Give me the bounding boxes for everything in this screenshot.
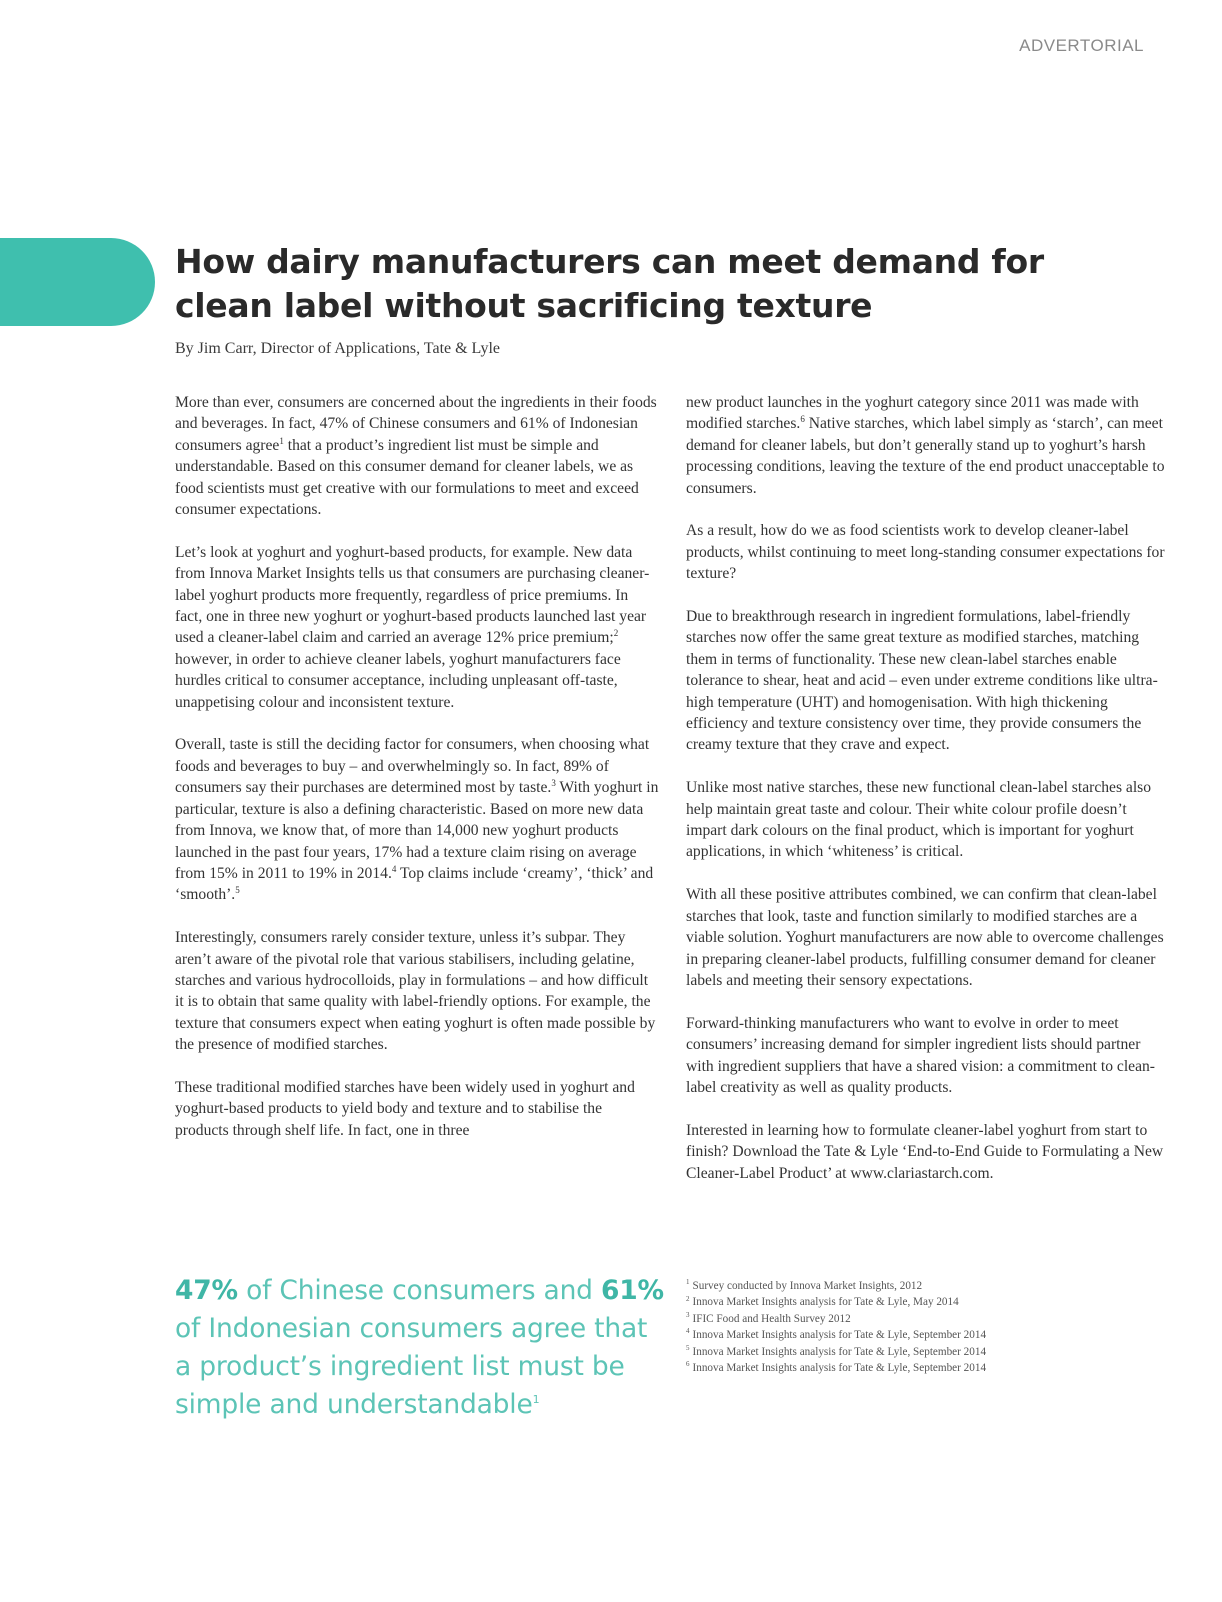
paragraph-8: Unlike most native starches, these new functional clean-label starches also help maintain great taste and colour. Their white colour profile doesn’t impart dark colours on the final product, which is important for yoghurt applications, in which ‘whiteness’ is critical. (686, 779, 1152, 861)
paragraph-3-mid: With yoghurt in particular, texture is also a defining characteristic. Based on more new data from Innova, we know that, of more than 14,000 new yoghurt products launched in the past four years, 17% had a texture claim rising on average from 15% in 2011 to 19% in 2014. (175, 779, 659, 882)
footnote-text: IFIC Food and Health Survey 2012 (692, 1312, 851, 1325)
footnote-item (686, 1327, 1166, 1343)
footnote-ref: 6 (800, 414, 805, 425)
paragraph-10: Forward-thinking manufacturers who want to evolve in order to meet consumers’ increasing demand for simpler ingredient lists should partner with ingredient suppliers that have a shared vision: a commitment to clean-label creativity as well as quality products. (686, 1014, 1155, 1096)
accent-tab (0, 238, 155, 326)
footnote-text: Innova Market Insights analysis for Tate & Lyle, September 2014 (692, 1362, 987, 1375)
section-label: ADVERTORIAL (1019, 36, 1144, 55)
paragraph-9: With all these positive attributes combined, we can confirm that clean-label starches that look, taste and function similarly to modified starches are a viable solution. Yoghurt manufacturers are now able to overcome challenges in preparing cleaner-label products, fulfilling consumer demand for cleaner labels and meeting their sensory expectations. (686, 886, 1164, 989)
paragraph-2 (175, 542, 659, 713)
paragraph-3-text: Overall, taste is still the deciding factor for consumers, when choosing what foods and beverages to buy – and overwhelmingly so. In fact, 89% of consumers say their purchases are determined most by taste. (175, 736, 650, 797)
footnote-item (686, 1311, 1166, 1327)
paragraph-2-text: Let’s look at yoghurt and yoghurt-based products, for example. New data from Innova Market Insights tells us that consumers are purchasing cleaner-label yoghurt products more frequently, regardless of price premiums. In fact, one in three new yoghurt or yoghurt-based products launched last year used a cleaner-label claim and carried an average 12% price premium; (175, 543, 650, 647)
headline-line-2: clean label without sacrificing texture (175, 286, 873, 325)
footnote-ref: 2 (613, 628, 619, 639)
footnote-number: 2 (686, 1294, 690, 1303)
paragraph-1-tail: that a product’s ingredient list must be simple and understandable. Based on this consumer demand for cleaner labels, we as food scientists must get creative with our formulations to meet and exceed consumer expectations. (175, 436, 639, 519)
footnote-item (686, 1278, 1166, 1294)
footnote-number: 6 (686, 1360, 690, 1369)
footnote-ref: 4 (391, 863, 397, 874)
pull-quote-text-2: of Indonesian consumers agree that a product’s ingredient list must be simple and understandable (175, 1313, 648, 1420)
footnote-number: 1 (686, 1278, 690, 1287)
paragraph-4: Interestingly, consumers rarely consider texture, unless it’s subpar. They aren’t aware of the pivotal role that various stabilisers, including gelatine, starches and various hydrocolloids, play in formulations – and how difficult it is to obtain that same quality with label-friendly options. For example, the texture that consumers expect when eating yoghurt is often made possible by the presence of modified starches. (175, 929, 656, 1054)
pull-quote-text-1: of Chinese consumers and (237, 1275, 602, 1306)
article-column-left (175, 392, 659, 1163)
footnote-item (686, 1294, 1166, 1310)
article-column-right (686, 392, 1170, 1205)
footnote-ref: 3 (551, 778, 556, 789)
footnote-number: 5 (686, 1343, 690, 1352)
article-headline (175, 240, 1075, 328)
footnote-ref: 1 (279, 435, 284, 446)
paragraph-3-tail: Top claims include ‘creamy’, ‘thick’ and ‘smooth’. (175, 864, 654, 904)
paragraph-5-tail: Native starches, which label simply as ‘starch’, can meet demand for cleaner labels, but don’t generally stand up to yoghurt’s harsh processing conditions, leaving the texture of the end product unacceptable to consumers. (686, 415, 1165, 497)
footnote-text: Innova Market Insights analysis for Tate & Lyle, September 2014 (692, 1345, 987, 1358)
pull-quote-footnote-ref: 1 (532, 1393, 540, 1407)
footnote-text: Survey conducted by Innova Market Insights, 2012 (692, 1280, 923, 1292)
headline-line-1: How dairy manufacturers can meet demand for (175, 242, 1044, 281)
paragraph-6: As a result, how do we as food scientists work to develop cleaner-label products, whilst continuing to meet long-standing consumer expectations for texture? (686, 522, 1165, 583)
paragraph-5-continued-text: new product launches in the yoghurt category since 2011 was made with modified starches. (686, 394, 1139, 433)
paragraph-1 (175, 392, 659, 520)
footnote-text: Innova Market Insights analysis for Tate & Lyle, May 2014 (692, 1296, 959, 1309)
footnote-item (686, 1360, 1166, 1376)
footnotes (686, 1278, 1166, 1376)
pull-quote (175, 1272, 665, 1424)
paragraph-1-text: More than ever, consumers are concerned about the ingredients in their foods and beverages. In fact, 47% of Chinese consumers and 61% of Indonesian consumers agree (175, 394, 657, 454)
footnote-number: 4 (686, 1327, 690, 1336)
paragraph-5: These traditional modified starches have been widely used in yoghurt and yoghurt-based products to yield body and texture and to stabilise the products through shelf life. In fact, one in three (175, 1078, 635, 1139)
paragraph-11: Interested in learning how to formulate cleaner-label yoghurt from start to finish? Download the Tate & Lyle ‘End-to-End Guide to Formulating a New Cleaner-Label Product’ at www.clariastarch.com. (686, 1121, 1164, 1182)
footnote-ref: 5 (235, 885, 240, 896)
paragraph-3 (175, 734, 659, 905)
byline: By Jim Carr, Director of Applications, Tate & Lyle (175, 340, 500, 357)
footnote-item (686, 1344, 1166, 1360)
footnote-number: 3 (686, 1311, 690, 1320)
footnote-text: Innova Market Insights analysis for Tate & Lyle, September 2014 (692, 1329, 987, 1342)
pull-quote-stat-2: 61% (601, 1275, 664, 1306)
paragraph-2-tail: however, in order to achieve cleaner labels, yoghurt manufacturers face hurdles critical to consumer acceptance, including unpleasant off-taste, unappetising colour and inconsistent texture. (175, 650, 621, 711)
paragraph-5-continued (686, 392, 1170, 499)
paragraph-7: Due to breakthrough research in ingredient formulations, label-friendly starches now offer the same great texture as modified starches, matching them in terms of functionality. These new clean-label starches enable tolerance to shear, heat and acid – even under extreme conditions like ultra-high temperature (UHT) and homogenisation. With high thickening efficiency and texture consistency over time, they provide consumers the creamy texture that they crave and expect. (686, 608, 1158, 754)
pull-quote-stat-1: 47% (175, 1275, 238, 1306)
